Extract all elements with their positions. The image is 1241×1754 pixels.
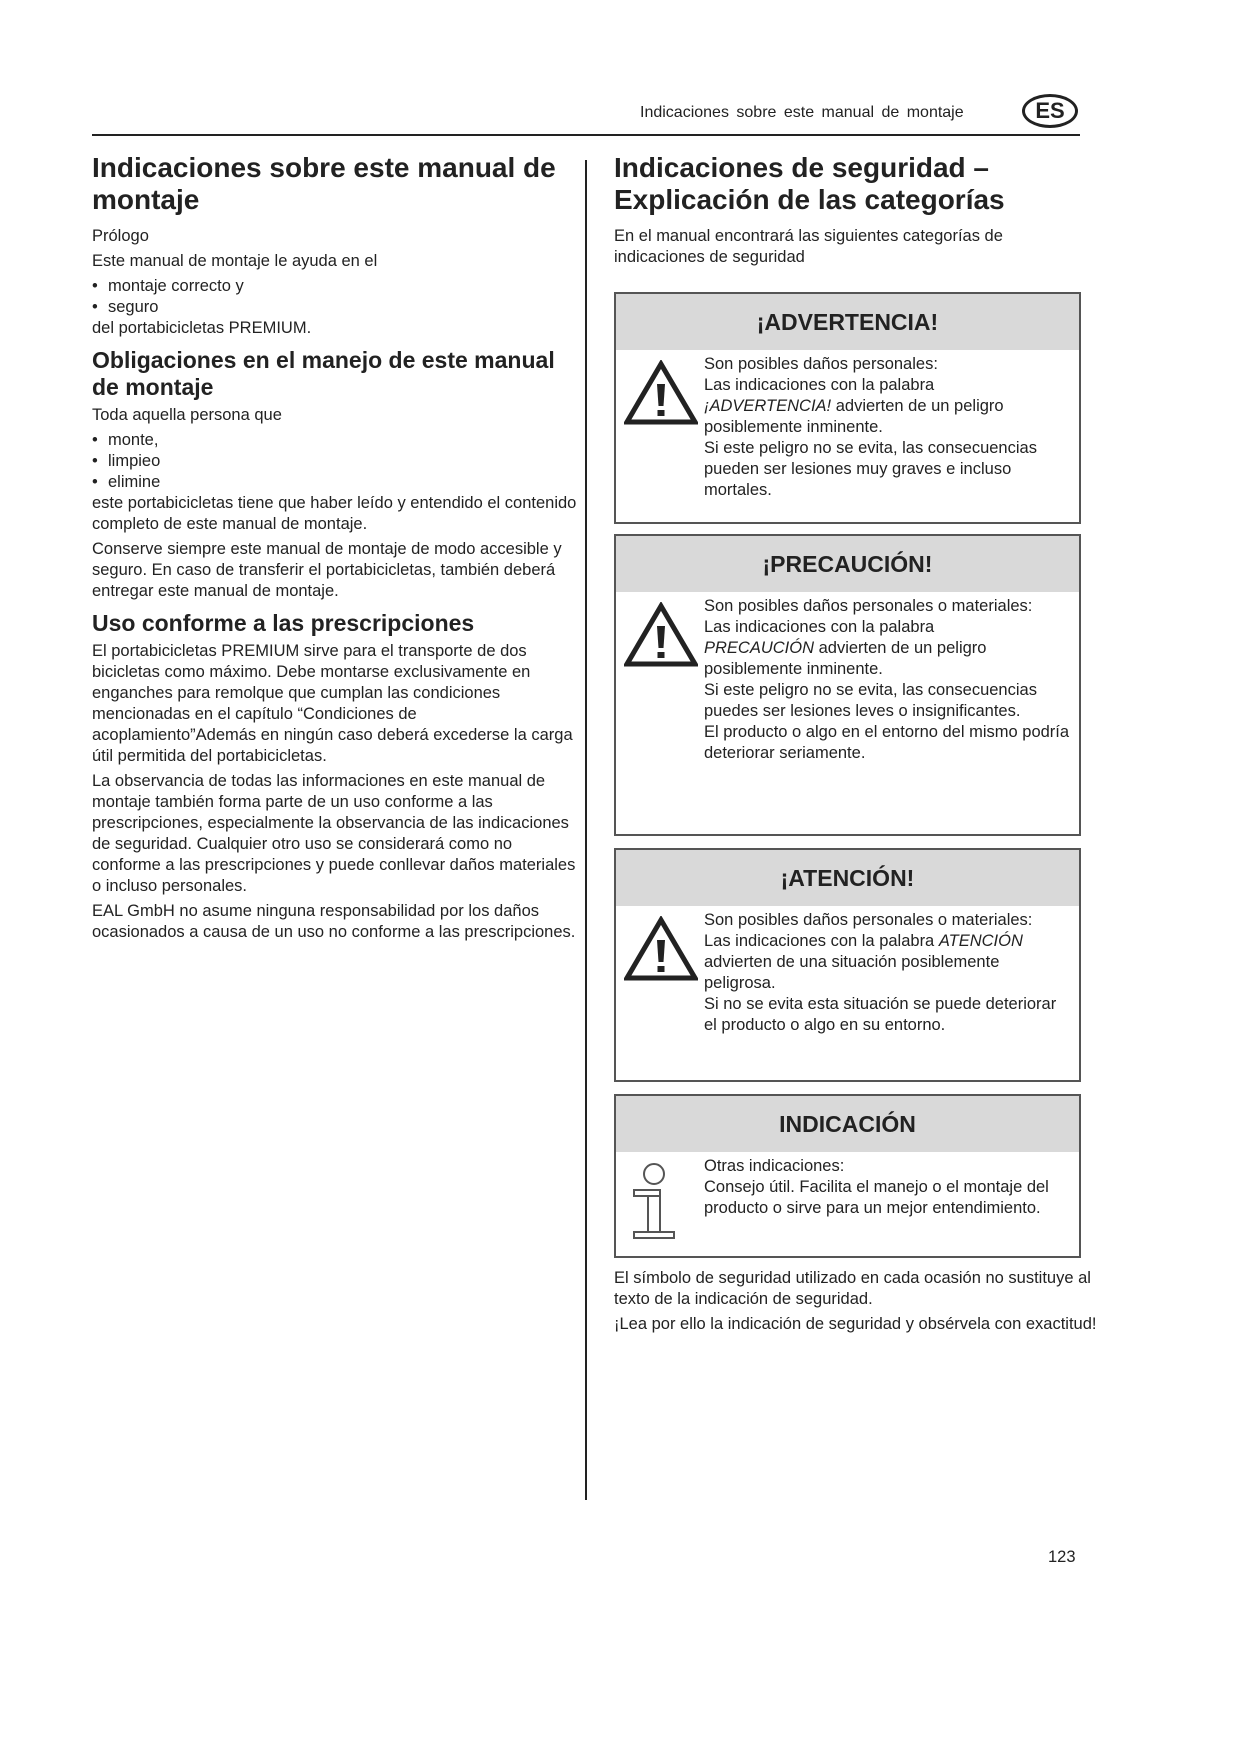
safety-intro: En el manual encontrará las siguientes categorías de indicaciones de seguridad — [614, 227, 1003, 266]
box-line — [704, 931, 1071, 994]
box-title: ¡ATENCIÓN! — [616, 850, 1079, 906]
list-item: • limpieo — [92, 451, 584, 472]
language-badge: ES — [1022, 94, 1078, 128]
section-title-manual: Indicaciones sobre este manual de montaje — [92, 152, 556, 215]
prologue-label: Prólogo — [92, 227, 149, 245]
box-line: Si este peligro no se evita, las consecuencias pueden ser lesiones muy graves e incluso mortales. — [704, 439, 1037, 499]
obligations-paragraph: este portabicicletas tiene que haber leído y entendido el contenido completo de este manual de montaje. — [92, 494, 577, 533]
keyword-warning: ¡ADVERTENCIA! — [704, 397, 832, 415]
note-box — [614, 1094, 1081, 1258]
keyword-caution: PRECAUCIÓN — [704, 639, 815, 657]
box-line — [704, 375, 1071, 438]
section-title-safety: Indicaciones de seguridad – Explicación de las categorías — [614, 152, 1005, 215]
box-line-part: Las indicaciones con la palabra — [704, 932, 939, 950]
intro-end: del portabicicletas PREMIUM. — [92, 319, 312, 337]
attention-box — [614, 848, 1081, 1082]
list-item: • elimine — [92, 472, 584, 493]
box-title: ¡PRECAUCIÓN! — [616, 536, 1079, 592]
intended-use-paragraph: El portabicicletas PREMIUM sirve para el transporte de dos bicicletas como máximo. Debe montarse exclusivamente en enganches para remolque que cumplan las condiciones mencionadas en el capítulo “Condiciones de acoplamiento”Además en ningún caso deberá excederse la carga útil permitida del portabicicletas. — [92, 642, 573, 765]
warning-box — [614, 292, 1081, 524]
box-line-part: Las indicaciones con la palabra — [704, 618, 935, 636]
subheading-intended-use: Uso conforme a las prescripciones — [92, 610, 475, 636]
box-line: Si no se evita esta situación se puede deteriorar el producto o algo en su entorno. — [704, 995, 1057, 1034]
box-line-part: advierten de un peligro posiblemente inminente. — [704, 639, 987, 678]
page-number: 123 — [1048, 1548, 1076, 1566]
box-title: ¡ADVERTENCIA! — [616, 294, 1079, 350]
intro-list — [92, 276, 584, 318]
box-line-part: Las indicaciones con la palabra — [704, 376, 935, 394]
box-line: Son posibles daños personales: — [704, 355, 938, 373]
footer-paragraph: El símbolo de seguridad utilizado en cada ocasión no sustituye al texto de la indicación de seguridad. — [614, 1269, 1091, 1308]
warning-triangle-icon — [624, 596, 704, 764]
box-line: El producto o algo en el entorno del mismo podría deteriorar seriamente. — [704, 723, 1070, 762]
keyword-attention: ATENCIÓN — [938, 932, 1023, 950]
box-line: Otras indicaciones: — [704, 1157, 845, 1175]
subheading-obligations: Obligaciones en el manejo de este manual de montaje — [92, 347, 555, 400]
running-header: Indicaciones sobre este manual de montaje — [640, 104, 964, 121]
intended-use-paragraph: EAL GmbH no asume ninguna responsabilidad por los daños ocasionados a causa de un uso no conforme a las prescripciones. — [92, 902, 576, 941]
box-line: Consejo útil. Facilita el manejo o el montaje del producto o sirve para un mejor entendimiento. — [704, 1178, 1049, 1217]
box-line-part: advierten de un peligro posiblemente inminente. — [704, 397, 1004, 436]
obligations-list — [92, 430, 584, 493]
box-line: Son posibles daños personales o materiales: — [704, 911, 1033, 929]
list-item: • seguro — [92, 297, 584, 318]
left-column — [92, 152, 584, 947]
intro-text: Este manual de montaje le ayuda en el — [92, 252, 378, 270]
footer-paragraph: ¡Lea por ello la indicación de seguridad y obsérvela con exactitud! — [614, 1315, 1097, 1333]
list-item: • montaje correcto y — [92, 276, 584, 297]
list-item: • monte, — [92, 430, 584, 451]
intended-use-paragraph: La observancia de todas las informaciones en este manual de montaje también forma parte de un uso conforme a las prescripciones, especialmente la observancia de las indicaciones de seguridad. Cualquier otro uso se considerará como no conforme a las prescripciones y puede conllevar daños materiales o incluso personales. — [92, 772, 576, 895]
obligations-lead: Toda aquella persona que — [92, 406, 282, 424]
column-divider — [585, 160, 587, 1500]
box-line: Son posibles daños personales o materiales: — [704, 597, 1033, 615]
info-icon — [624, 1156, 704, 1251]
box-line — [704, 617, 1071, 680]
right-column — [614, 152, 1084, 272]
caution-box — [614, 534, 1081, 836]
safety-footer — [614, 1268, 1109, 1339]
box-title: INDICACIÓN — [616, 1096, 1079, 1152]
box-line-part: advierten de una situación posiblemente peligrosa. — [704, 953, 1000, 992]
obligations-paragraph: Conserve siempre este manual de montaje de modo accesible y seguro. En caso de transferir el portabicicletas, también deberá entregar este manual de montaje. — [92, 540, 562, 600]
header-rule — [92, 134, 1080, 136]
warning-triangle-icon — [624, 910, 704, 1036]
box-line: Si este peligro no se evita, las consecuencias puedes ser lesiones leves o insignificantes. — [704, 681, 1037, 720]
warning-triangle-icon — [624, 354, 704, 501]
